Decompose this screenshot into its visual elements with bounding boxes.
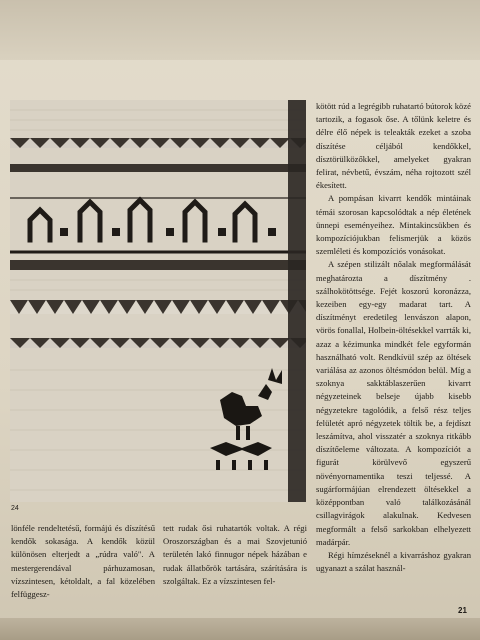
right-paragraph-3: A szépen stilizált nőalak megformálását meghatározta a díszítmény . szálhokötöttsége. Fejét koszorú koronázza, kezeiben egy-egy madarat tart. A díszítményt eredetileg lenvászon alapon, vörös fonallal, Holbein-öltésekkel varrták ki, azaz a kézimunka mindkét fele egyformán használható volt. Rendkívül szép az öltések variálása az azonos öltésmódon belül. Míg a szoknya sakktáblaszerűen kivarrt négyzeteinek belseje újabb kisebb négyzetekre tagolódik, a felső rész teljes felületét apró négyzetek töltik be, a fejdíszt leszámítva, ahol visszatér a szoknya ritkább díszítőeleme változata. A kompozíciót a figurát körülvevő egyszerű növényornamentika teszi teljessé. A sugárformájúan elrendezett öltésekkel a középpontban való találkozásánál csillagvirágok alakulnak. Kedvesen megformált a felső sarkokban elhelyezett madárpár. bbox=[316, 259, 471, 547]
photo-caption-number: 24 bbox=[11, 505, 19, 512]
bottom-left-paragraph: lönféle rendeltetésű, formájú és díszítésű kendők sokasága. A kendők közül különösen elterjedt a „rúdra való". A mestergerendával párhuzamosan, vízszintesen, kétoldalt, a fal közelében felfüggesz- bbox=[11, 523, 155, 600]
embroidered-towel-illustration bbox=[10, 100, 306, 502]
bottom-middle-text-column bbox=[163, 522, 307, 588]
bottom-middle-paragraph: tett rudak ősi ruhatartók voltak. A régi Oroszországban és a mai Szovjetunió területén lakó finnugor népek házában e rudak állatbőrök tartására, szárítására is szolgáltak. Ez a vízszintesen fel- bbox=[163, 523, 307, 586]
page-number: 21 bbox=[458, 606, 467, 615]
right-paragraph-4: Régi hímzéseknél a kivarráshoz gyakran ugyanazt a szálat használ- bbox=[316, 549, 471, 574]
page-top-edge bbox=[0, 0, 480, 60]
bottom-left-text-column bbox=[11, 522, 155, 601]
embroidery-photo bbox=[10, 100, 306, 502]
page-bottom-edge bbox=[0, 618, 480, 640]
right-paragraph-1: kötött rúd a legrégibb ruhatartó bútorok közé tartozik, a fogasok őse. A tőlünk keletre és délre élő népek is teleakták ezeket a szoba díszítése céljából kendőkkel, dísztörülközőkkel, amelyeket gyakran felirat, névbetű, évszám, néha rojtozott szél ékesített. bbox=[316, 101, 471, 191]
right-paragraph-2: A pompásan kivarrt kendők mintáinak témái szorosan kapcsolódtak a nép életének ünnepi eseményeihez. Mintakincsükben és kompozíciójukban felismerjük a közös szemléleti és kompozíciós vonásokat. bbox=[316, 193, 471, 257]
right-text-column bbox=[316, 100, 471, 575]
